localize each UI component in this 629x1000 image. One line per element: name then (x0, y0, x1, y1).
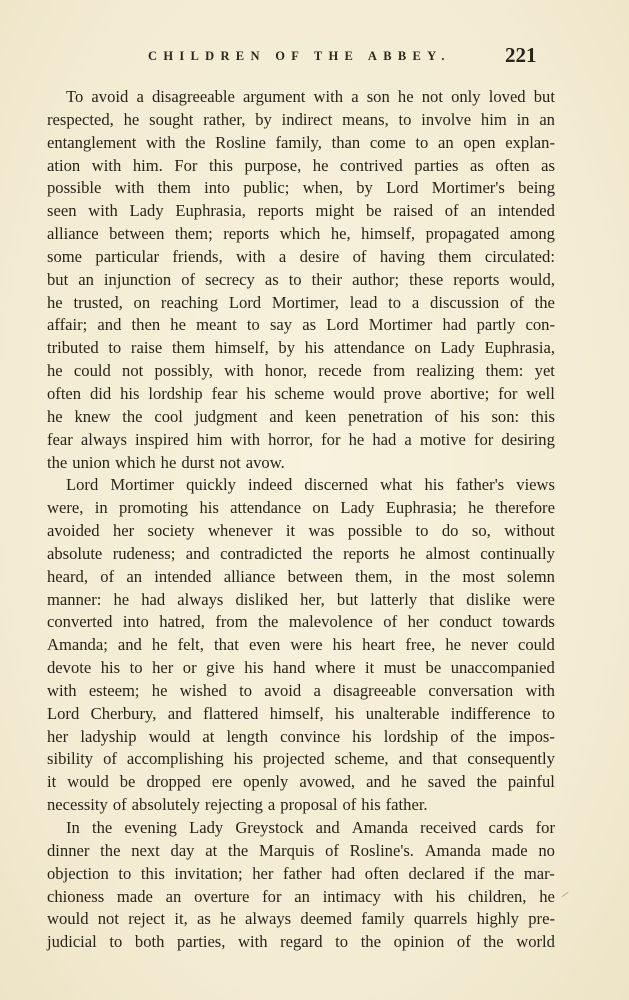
text-line: fear always inspired him with horror, for he had a motive for desiring (47, 429, 555, 449)
text-line: some particular friends, with a desire of having them circulated: (47, 246, 555, 266)
text-line: necessity of absolutely rejecting a proposal of his father. (47, 795, 428, 815)
text-line: In the evening Lady Greystock and Amanda received cards for (66, 818, 555, 837)
text-line: objection to this invitation; her father had often declared if the mar- (47, 863, 555, 883)
paper-speck (561, 892, 568, 897)
text-line: judicial to both parties, with regard to the opinion of the world (47, 932, 555, 952)
text-line: entanglement with the Rosline family, than come to an open explan- (47, 132, 555, 152)
text-line: avoided her society whenever it was possible to do so, without (47, 521, 555, 541)
text-line: heard, of an intended alliance between them, in the most solemn (47, 566, 555, 586)
text-line: devote his to her or give his hand where it must be unaccompanied (47, 658, 555, 678)
text-line: converted into hatred, from the malevolence of her conduct towards (47, 612, 555, 632)
text-line: respected, he sought rather, by indirect means, to involve him in an (47, 109, 555, 129)
text-line: ation with him. For this purpose, he contrived parties as often as (47, 155, 555, 175)
body-text (47, 86, 555, 954)
text-line: sibility of accomplishing his projected scheme, and that consequently (47, 749, 555, 769)
running-head (0, 42, 629, 72)
text-line: would not reject it, as he always deemed family quarrels highly pre- (47, 909, 555, 929)
text-line: tributed to raise them himself, by his attendance on Lady Euphrasia, (47, 338, 555, 358)
text-line: dinner the next day at the Marquis of Rosline's. Amanda made no (47, 840, 555, 860)
text-line: manner: he had always disliked her, but latterly that dislike were (47, 589, 555, 609)
text-line: alliance between them; reports which he, himself, propagated among (47, 224, 555, 244)
text-line: chioness made an overture for an intimacy with his children, he (47, 886, 555, 906)
text-line: often did his lordship fear his scheme would prove abortive; for well (47, 383, 555, 403)
text-line: Amanda; and he felt, that even were his heart free, he never could (47, 635, 555, 655)
text-line: were, in promoting his attendance on Lady Euphrasia; he therefore (47, 498, 555, 518)
text-line: he knew the cool judgment and keen penetration of his son: this (47, 406, 555, 426)
text-line: To avoid a disagreeable argument with a son he not only loved but (66, 87, 555, 106)
text-line: Lord Cherbury, and flattered himself, his unalterable indifference to (47, 703, 555, 723)
text-line: the union which he durst not avow. (47, 452, 285, 472)
page-number: 221 (505, 43, 537, 67)
text-line: it would be dropped ere openly avowed, and he saved the painful (47, 772, 555, 792)
text-line: seen with Lady Euphrasia, reports might be raised of an intended (47, 201, 555, 221)
text-line: he trusted, on reaching Lord Mortimer, lead to a discussion of the (47, 292, 555, 312)
text-line: absolute rudeness; and contradicted the reports he almost continually (47, 543, 555, 563)
text-line: he could not possibly, with honor, recede from realizing them: yet (47, 361, 555, 381)
text-line: but an injunction of secrecy as to their author; these reports would, (47, 269, 555, 289)
text-line: her ladyship would at length convince his lordship of the impos- (47, 726, 555, 746)
text-line: affair; and then he meant to say as Lord Mortimer had partly con- (47, 315, 555, 335)
text-line: Lord Mortimer quickly indeed discerned what his father's views (66, 475, 555, 495)
running-title: CHILDREN OF THE ABBEY. (148, 49, 451, 63)
text-line: possible with them into public; when, by Lord Mortimer's being (47, 178, 555, 198)
text-line: with esteem; he wished to avoid a disagreeable conversation with (47, 680, 555, 700)
